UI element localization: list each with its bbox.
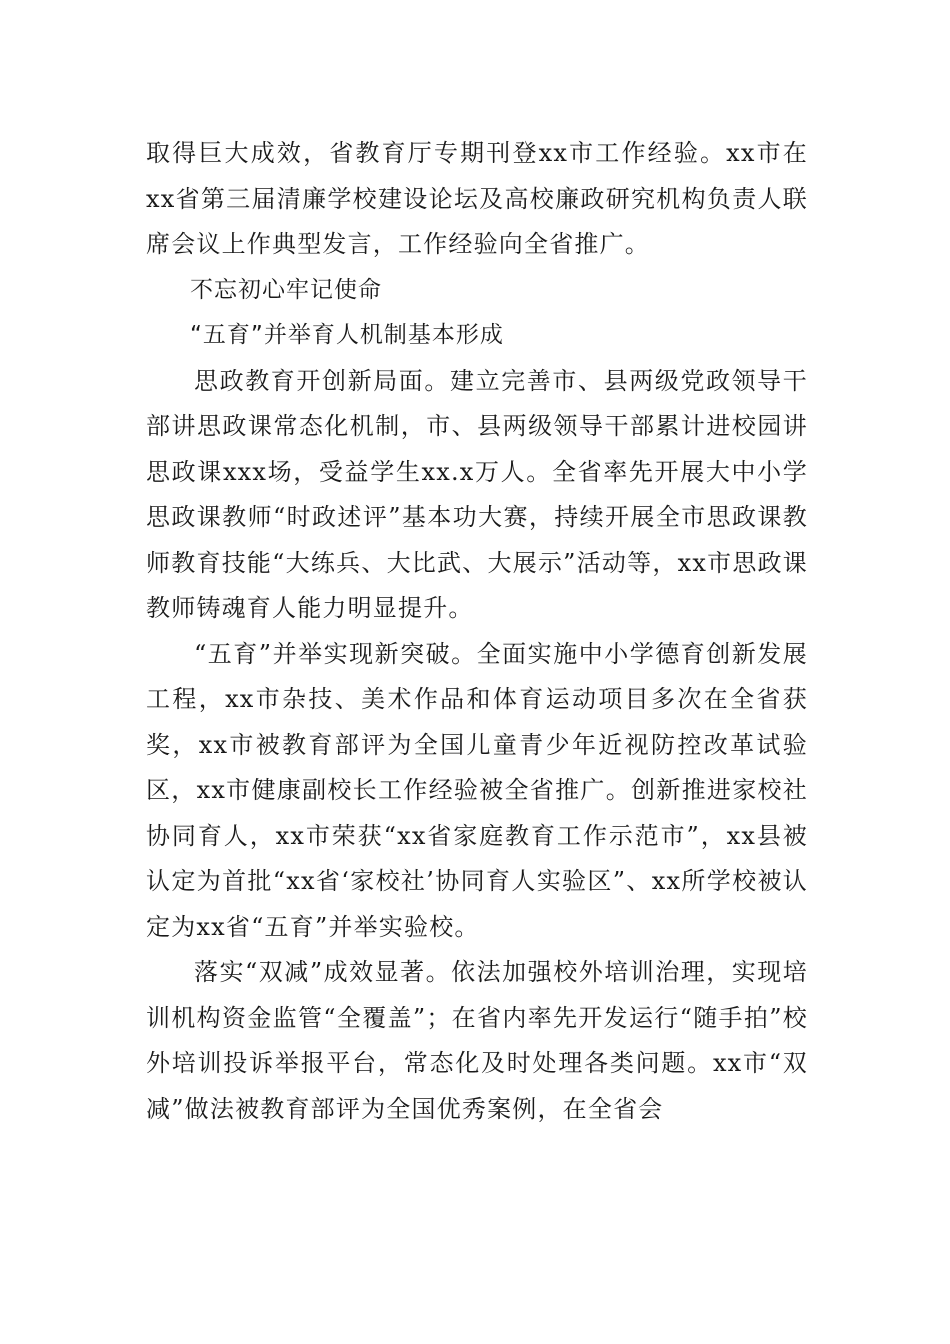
document-body	[146, 131, 808, 1132]
section-heading-mission: 不忘初心牢记使命	[190, 276, 382, 303]
section-heading-five-education: “五育”并举育人机制基本形成	[190, 322, 504, 348]
paragraph-five-education-breakthrough: “五育”并举实现新突破。全面实施中小学德育创新发展工程，xx市杂技、美术作品和体育运动项目多次在全省获奖，xx市被教育部评为全国儿童青少年近视防控改革试验区，xx市健康副校长工作经验被全省推广。创新推进家校社协同育人，xx市荣获“xx省家庭教育工作示范市”，xx县被认定为首批“xx省‘家校社’协同育人实验区”、xx所学校被认定为xx省“五育”并举实验校。	[146, 639, 808, 941]
paragraph-double-reduction: 落实“双减”成效显著。依法加强校外培训治理，实现培训机构资金监管“全覆盖”；在省内率先开发运行“随手拍”校外培训投诉举报平台，常态化及时处理各类问题。xx市“双减”做法被教育部评为全国优秀案例，在全省会	[146, 958, 808, 1123]
paragraph-ideological-education: 思政教育开创新局面。建立完善市、县两级党政领导干部讲思政课常态化机制，市、县两级领导干部累计进校园讲思政课xxx场，受益学生xx.x万人。全省率先开展大中小学思政课教师“时政述评”基本功大赛，持续开展全市思政课教师教育技能“大练兵、大比武、大展示”活动等，xx市思政课教师铸魂育人能力明显提升。	[146, 366, 808, 622]
paragraph-continuation: 取得巨大成效，省教育厅专期刊登xx市工作经验。xx市在xx省第三届清廉学校建设论坛及高校廉政研究机构负责人联席会议上作典型发言，工作经验向全省推广。	[146, 139, 808, 258]
